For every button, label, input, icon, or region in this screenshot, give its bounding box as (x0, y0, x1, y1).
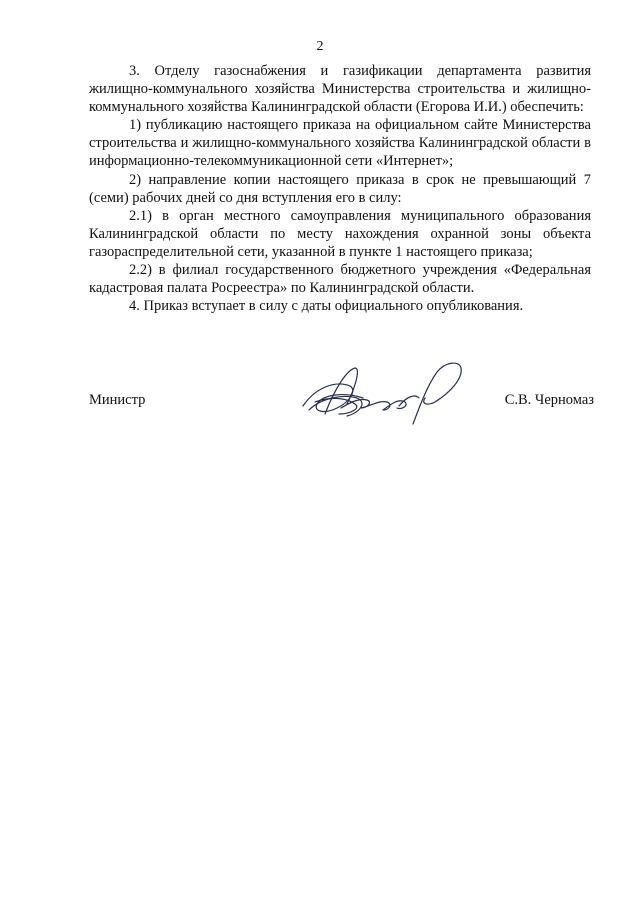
signatory-title: Министр (89, 392, 146, 408)
paragraph-subitem-2: 2) направление копии настоящего приказа в срок не превышающий 7 (семи) рабочих дней со дня вступления его в силу: (89, 171, 591, 206)
handwritten-signature (295, 358, 475, 428)
paragraph-subitem-2-1: 2.1) в орган местного самоуправления муниципального образования Калининградской области по месту нахождения охранной зоны объекта газораспределительной сети, указанной в пункте 1 настоящего приказа; (89, 207, 591, 260)
document-body (89, 62, 591, 315)
signatory-name: С.В. Черномаз (504, 392, 594, 408)
paragraph-item-4: 4. Приказ вступает в силу с даты официального опубликования. (129, 298, 524, 315)
page-number: 2 (316, 39, 324, 54)
paragraph-item-3: 3. Отделу газоснабжения и газификации департамента развития жилищно-коммунального хозяйства Министерства строительства и жилищно-коммунального хозяйства Калининградской области (Егорова И.И.) обеспечить: (89, 63, 591, 116)
paragraph-subitem-2-2: 2.2) в филиал государственного бюджетного учреждения «Федеральная кадастровая палата Росреестра» по Калининградской области. (89, 262, 591, 297)
paragraph-subitem-1: 1) публикацию настоящего приказа на официальном сайте Министерства строительства и жилищно-коммунального хозяйства Калининградской области в информационно-телекоммуникационной сети «Интернет»; (89, 117, 591, 170)
